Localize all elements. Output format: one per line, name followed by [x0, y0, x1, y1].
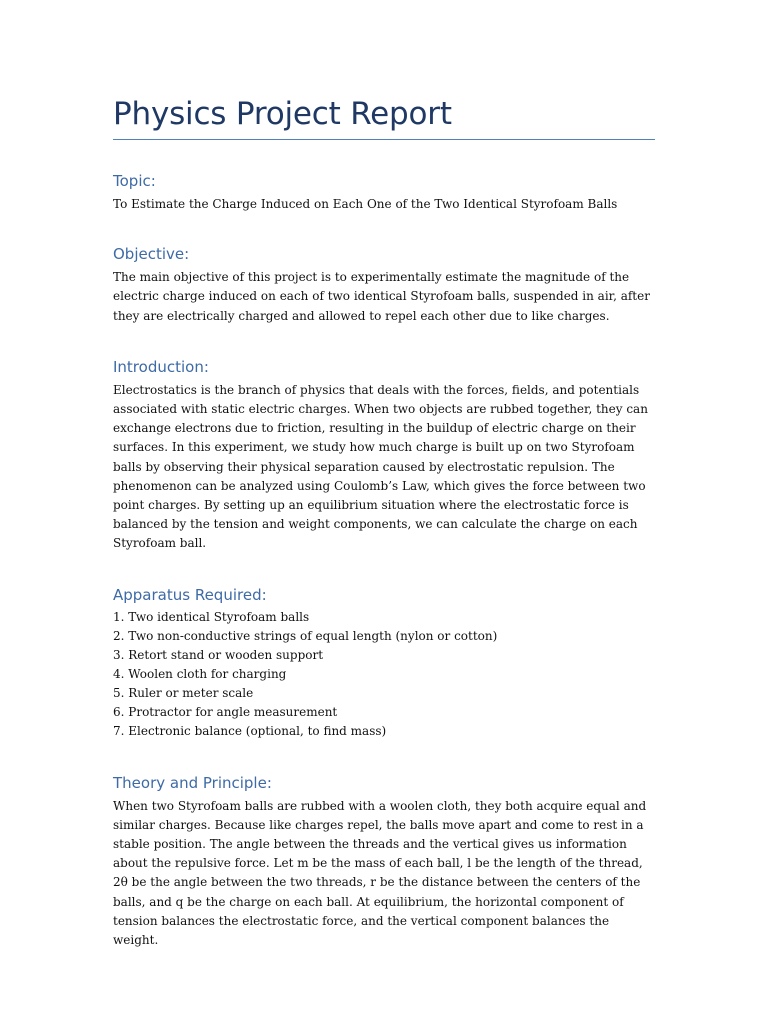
introduction-text: Electrostatics is the branch of physics that deals with the forces, fields, and potentials associated with static electric charges. When two objects are rubbed together, they can exchange electrons due to friction, resulting in the buildup of electric charge on their surfaces. In this experiment, we study how much charge is built up on two Styrofoam balls by observing their physical separation caused by electrostatic repulsion. The phenomenon can be analyzed using Coulomb’s Law, which gives the force between two point charges. By setting up an equilibrium situation where the electrostatic force is balanced by the tension and weight components, we can calculate the charge on each Styrofoam ball.	[113, 382, 648, 551]
apparatus-item: 3. Retort stand or wooden support	[113, 647, 324, 662]
objective-text: The main objective of this project is to experimentally estimate the magnitude of the electric charge induced on each of two identical Styrofoam balls, suspended in air, after they are electrically charged and allowed to repel each other due to like charges.	[113, 270, 650, 323]
apparatus-item: 2. Two non-conductive strings of equal length (nylon or cotton)	[113, 628, 498, 643]
page-title: Physics Project Report	[113, 92, 655, 140]
introduction-heading: Introduction:	[113, 357, 209, 376]
apparatus-item: 1. Two identical Styrofoam balls	[113, 609, 310, 624]
topic-heading: Topic:	[113, 172, 156, 190]
apparatus-heading: Apparatus Required:	[113, 585, 267, 604]
objective-heading: Objective:	[113, 245, 190, 264]
theory-text: When two Styrofoam balls are rubbed with a woolen cloth, they both acquire equal and similar charges. Because like charges repel, the balls move apart and come to rest in a stable position. The angle between the threads and the vertical gives us information about the repulsive force. Let m be the mass of each ball, l be the length of the thread, 2θ be the angle between the two threads, r be the distance between the centers of the balls, and q be the charge on each ball. At equilibrium, the horizontal component of tension balances the electrostatic force, and the vertical component balances the weight.	[113, 798, 647, 948]
document-content	[113, 92, 655, 950]
topic-text: To Estimate the Charge Induced on Each One of the Two Identical Styrofoam Balls	[113, 197, 618, 211]
apparatus-list	[113, 608, 655, 741]
apparatus-item: 6. Protractor for angle measurement	[113, 704, 338, 719]
apparatus-item: 7. Electronic balance (optional, to find mass)	[113, 723, 387, 738]
apparatus-item: 5. Ruler or meter scale	[113, 685, 254, 700]
apparatus-item: 4. Woolen cloth for charging	[113, 666, 287, 681]
theory-heading: Theory and Principle:	[113, 773, 272, 792]
